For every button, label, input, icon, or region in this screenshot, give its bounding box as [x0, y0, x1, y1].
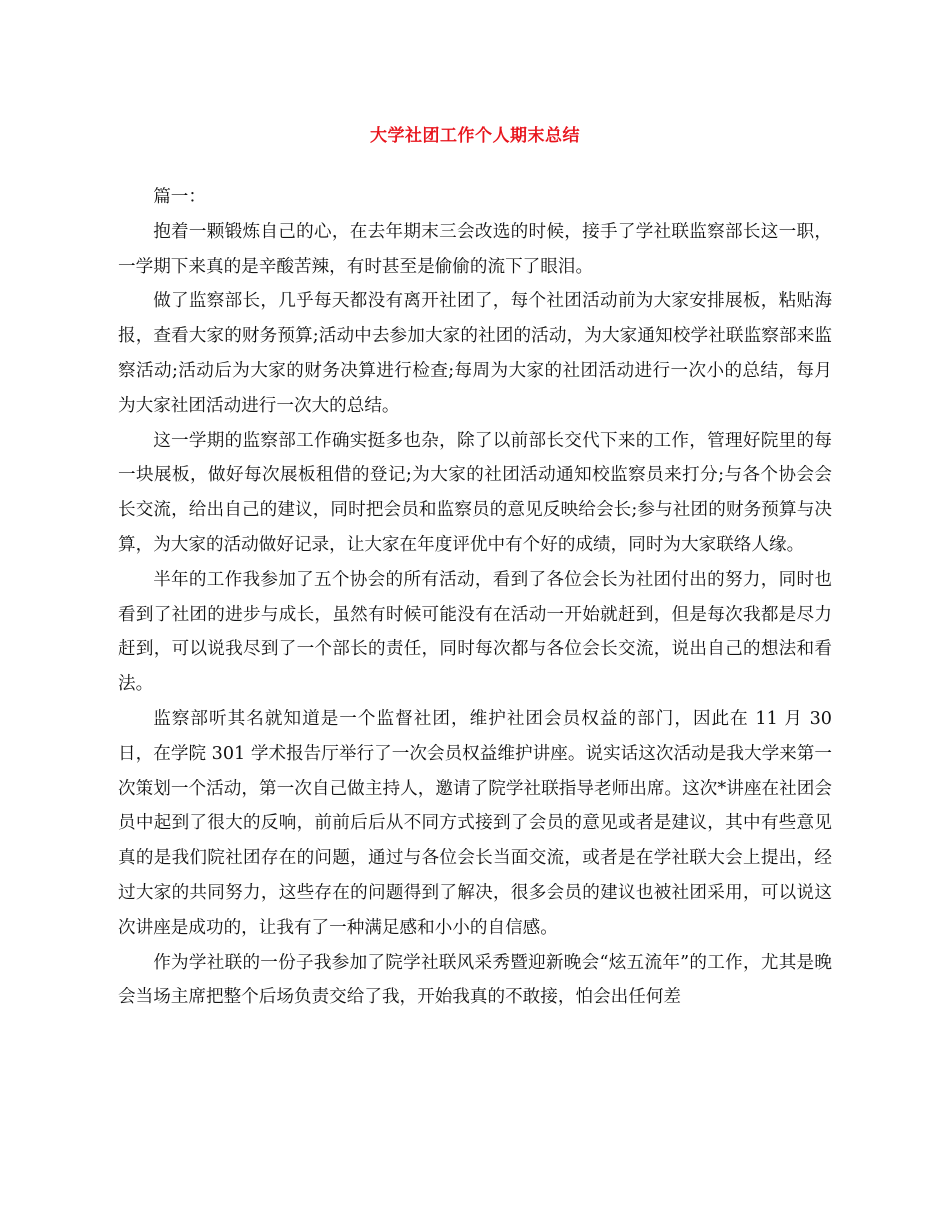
document-title: 大学社团工作个人期末总结	[370, 126, 580, 146]
paragraph: 半年的工作我参加了五个协会的所有活动，看到了各位会长为社团付出的努力，同时也看到了社团的进步与成长，虽然有时候可能没有在活动一开始就赶到，但是每次我都是尽力赶到，可以说我尽到了一个部长的责任，同时每次都与各位会长交流，说出自己的想法和看法。	[118, 569, 832, 695]
paragraph: 这一学期的监察部工作确实挺多也杂，除了以前部长交代下来的工作，管理好院里的每一块展板，做好每次展板租借的登记;为大家的社团活动通知校监察员来打分;与各个协会会长交流，给出自己的建议，同时把会员和监察员的意见反映给会长;参与社团的财务预算与决算，为大家的活动做好记录，让大家在年度评优中有个好的成绩，同时为大家联络人缘。	[118, 430, 832, 555]
document-body	[118, 180, 832, 1015]
paragraph: 作为学社联的一份子我参加了院学社联风采秀暨迎新晚会“炫五流年”的工作，尤其是晚会当场主席把整个后场负责交给了我，开始我真的不敢接，怕会出任何差	[118, 952, 832, 1008]
paragraph: 监察部听其名就知道是一个监督社团，维护社团会员权益的部门，因此在 11 月 30 日，在学院 301 学术报告厅举行了一次会员权益维护讲座。说实话这次活动是我大学来第一次策划一个活动，第一次自己做主持人，邀请了院学社联指导老师出席。这次*讲座在社团会员中起到了很大的反响，前前后后从不同方式接到了会员的意见或者是建议，其中有些意见真的是我们院社团存在的问题，通过与各位会长当面交流，或者是在学社联大会上提出，经过大家的共同努力，这些存在的问题得到了解决，很多会员的建议也被社团采用，可以说这次讲座是成功的，让我有了一种满足感和小小的自信感。	[118, 708, 832, 938]
paragraph: 做了监察部长，几乎每天都没有离开社团了，每个社团活动前为大家安排展板，粘贴海报，查看大家的财务预算;活动中去参加大家的社团的活动，为大家通知校学社联监察部来监察活动;活动后为大家的财务决算进行检查;每周为大家的社团活动进行一次小的总结，每月为大家社团活动进行一次大的总结。	[118, 291, 832, 416]
paragraph: 抱着一颗锻炼自己的心，在去年期末三会改选的时候，接手了学社联监察部长这一职，一学期下来真的是辛酸苦辣，有时甚至是偷偷的流下了眼泪。	[118, 221, 832, 277]
paragraph: 篇一：	[153, 187, 206, 207]
